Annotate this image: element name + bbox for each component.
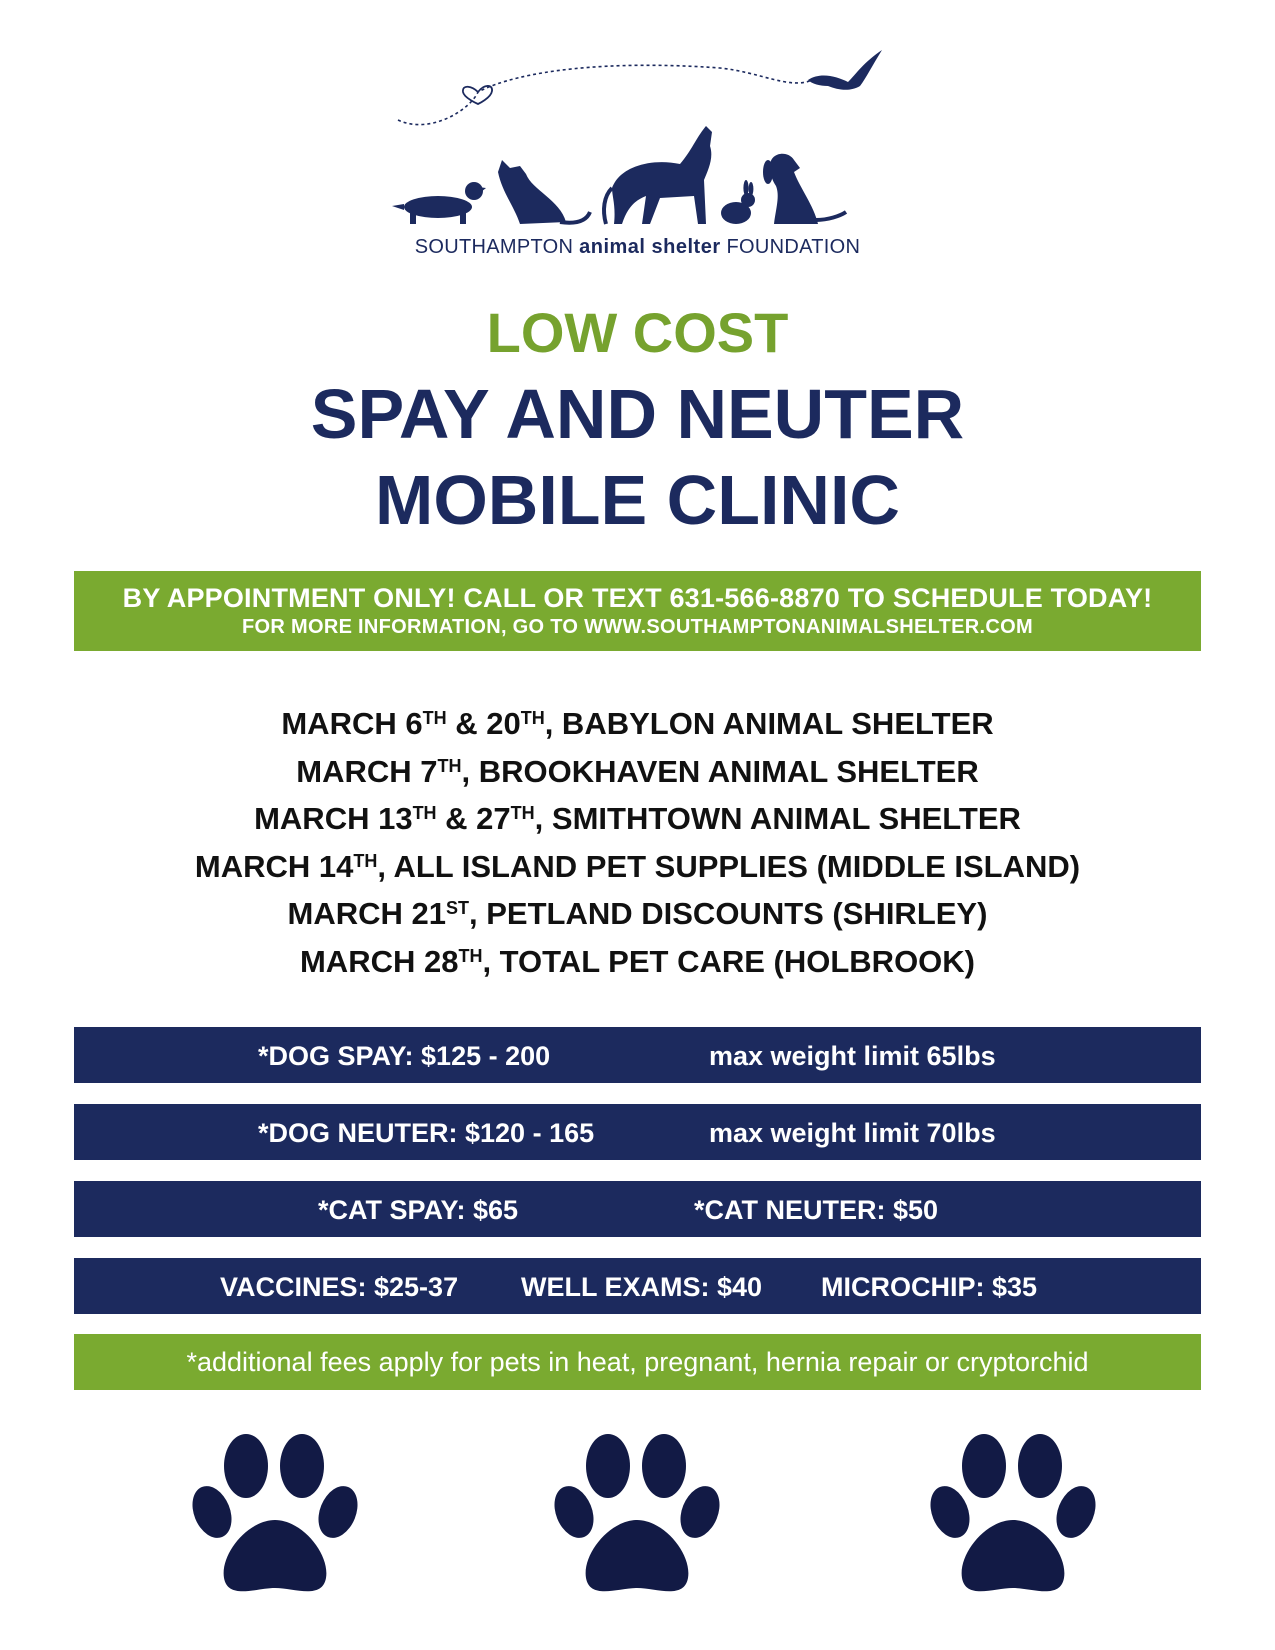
paw-print-icon xyxy=(190,1428,360,1603)
vaccines-price: VACCINES: $25-37 xyxy=(220,1272,459,1302)
bird-icon xyxy=(808,50,882,90)
logo-prefix: SOUTHAMPTON xyxy=(414,236,574,258)
heart-icon xyxy=(463,86,492,104)
dog-spay-band xyxy=(74,1027,1201,1083)
event-schedule xyxy=(0,700,1275,985)
event-line: MARCH 21ST, PETLAND DISCOUNTS (SHIRLEY) xyxy=(287,896,988,931)
additional-fees-note: *additional fees apply for pets in heat, pregnant, hernia repair or cryptorchid xyxy=(74,1334,1201,1390)
event-line: MARCH 7TH, BROOKHAVEN ANIMAL SHELTER xyxy=(296,753,979,789)
event-line: MARCH 13TH & 27TH, SMITHTOWN ANIMAL SHELTER xyxy=(254,801,1021,836)
cat-band xyxy=(74,1181,1201,1237)
logo-suffix: FOUNDATION xyxy=(726,236,861,258)
dog-neuter-band xyxy=(74,1104,1201,1160)
howling-dog-icon xyxy=(604,126,712,224)
low-cost-heading: LOW COST xyxy=(486,301,789,364)
rabbit-icon xyxy=(721,180,755,224)
paw-print-icon xyxy=(552,1428,722,1603)
services-band xyxy=(74,1258,1201,1314)
dog-spay-limit: max weight limit 65lbs xyxy=(709,1041,996,1071)
appointment-main-text: BY APPOINTMENT ONLY! CALL OR TEXT 631-566-8870 TO SCHEDULE TODAY! xyxy=(122,583,1153,613)
dog-spay-price: *DOG SPAY: $125 - 200 xyxy=(258,1041,551,1071)
cat-icon xyxy=(498,160,590,224)
well-exams-price: WELL EXAMS: $40 xyxy=(521,1272,763,1302)
foundation-logo xyxy=(0,0,1275,270)
microchip-price: MICROCHIP: $35 xyxy=(821,1272,1038,1302)
logo-bold: animal shelter xyxy=(579,236,721,258)
event-line: MARCH 14TH, ALL ISLAND PET SUPPLIES (MIDDLE ISLAND) xyxy=(194,848,1081,884)
logo-wordmark xyxy=(0,236,1275,259)
title-line-2: MOBILE CLINIC xyxy=(375,461,900,539)
event-line: MARCH 6TH & 20TH, BABYLON ANIMAL SHELTER xyxy=(281,706,994,741)
cat-spay-price: *CAT SPAY: $65 xyxy=(318,1195,519,1225)
dog-neuter-limit: max weight limit 70lbs xyxy=(709,1118,996,1148)
dog-neuter-price: *DOG NEUTER: $120 - 165 xyxy=(258,1118,595,1148)
event-line: MARCH 28TH, TOTAL PET CARE (HOLBROOK) xyxy=(299,943,976,979)
title-line-1: SPAY AND NEUTER xyxy=(310,375,965,453)
paw-print-icon xyxy=(928,1428,1098,1603)
cat-neuter-price: *CAT NEUTER: $50 xyxy=(694,1195,939,1225)
dachshund-icon xyxy=(392,182,486,224)
appointment-banner xyxy=(74,571,1201,651)
flight-path xyxy=(398,65,812,124)
appointment-info-text: FOR MORE INFORMATION, GO TO WWW.SOUTHAMPTONANIMALSHELTER.COM xyxy=(242,616,1033,638)
logo-artwork xyxy=(0,0,1275,230)
sitting-dog-icon xyxy=(763,154,846,224)
